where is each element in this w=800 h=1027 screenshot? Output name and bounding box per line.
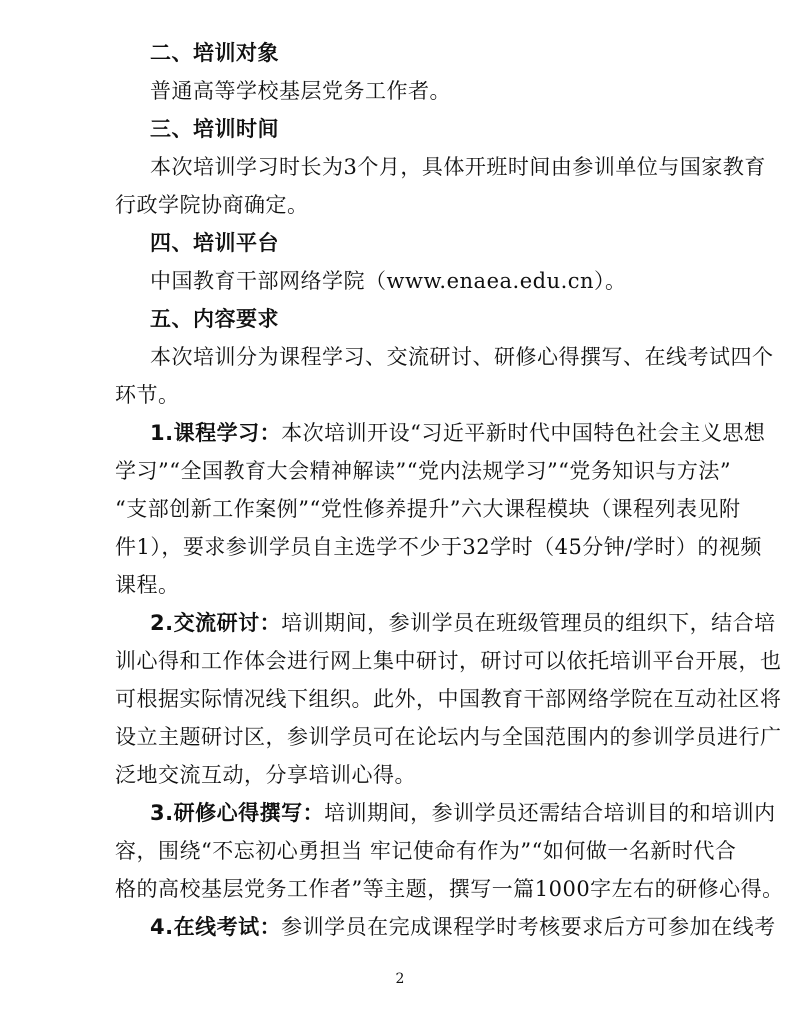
paragraph-course-line: 课程。 [115, 573, 180, 597]
paragraph-discussion-line: 泛地交流互动，分享培训心得。 [115, 763, 416, 787]
paragraph-course-line: 学习”“全国教育大会精神解读”“党内法规学习”“党务知识与方法” [115, 459, 732, 483]
paragraph-time-line: 行政学院协商确定。 [115, 193, 309, 217]
paragraph-discussion-line: 设立主题研讨区，参训学员可在论坛内与全国范围内的参训学员进行广 [115, 725, 782, 749]
paragraph-course-line: 件1），要求参训学员自主选学不少于32学时（45分钟/学时）的视频 [115, 535, 762, 559]
paragraph-platform: 中国教育干部网络学院（www.enaea.edu.cn）。 [150, 269, 627, 293]
section-heading-target: 二、培训对象 [150, 41, 279, 65]
section-heading-platform: 四、培训平台 [150, 231, 279, 255]
page-number: 2 [395, 971, 405, 987]
paragraph-requirements-intro: 环节。 [115, 383, 180, 407]
paragraph-discussion-line: 训心得和工作体会进行网上集中研讨，研讨可以依托培训平台开展，也 [115, 649, 782, 673]
paragraph-essay [150, 799, 776, 827]
label-course: 1.课程学习： [150, 421, 282, 445]
text-exam: 参训学员在完成课程学时考核要求后方可参加在线考 [281, 915, 776, 939]
paragraph-essay-line: 容，围绕“不忘初心勇担当 牢记使命有作为”“如何做一名新时代合 [115, 839, 737, 863]
section-heading-requirements: 五、内容要求 [150, 307, 279, 331]
paragraph-discussion [150, 609, 776, 637]
paragraph-discussion-line: 可根据实际情况线下组织。此外，中国教育干部网络学院在互动社区将 [115, 687, 782, 711]
text-essay: 培训期间，参训学员还需结合培训目的和培训内 [324, 801, 776, 825]
label-exam: 4.在线考试： [150, 915, 282, 939]
paragraph-time-line: 本次培训学习时长为3个月，具体开班时间由参训单位与国家教育 [150, 155, 766, 179]
paragraph-course [150, 419, 766, 447]
paragraph-target: 普通高等学校基层党务工作者。 [150, 79, 451, 103]
text-discussion: 培训期间，参训学员在班级管理员的组织下，结合培 [281, 611, 776, 635]
paragraph-exam [150, 913, 776, 941]
paragraph-essay-line: 格的高校基层党务工作者”等主题，撰写一篇1000字左右的研修心得。 [115, 877, 784, 901]
paragraph-course-line: “支部创新工作案例”“党性修养提升”六大课程模块（课程列表见附 [115, 497, 741, 521]
label-essay: 3.研修心得撰写： [150, 801, 325, 825]
paragraph-requirements-intro: 本次培训分为课程学习、交流研讨、研修心得撰写、在线考试四个 [150, 345, 774, 369]
label-discussion: 2.交流研讨： [150, 611, 282, 635]
text-course: 本次培训开设“习近平新时代中国特色社会主义思想 [281, 421, 766, 445]
section-heading-time: 三、培训时间 [150, 117, 279, 141]
